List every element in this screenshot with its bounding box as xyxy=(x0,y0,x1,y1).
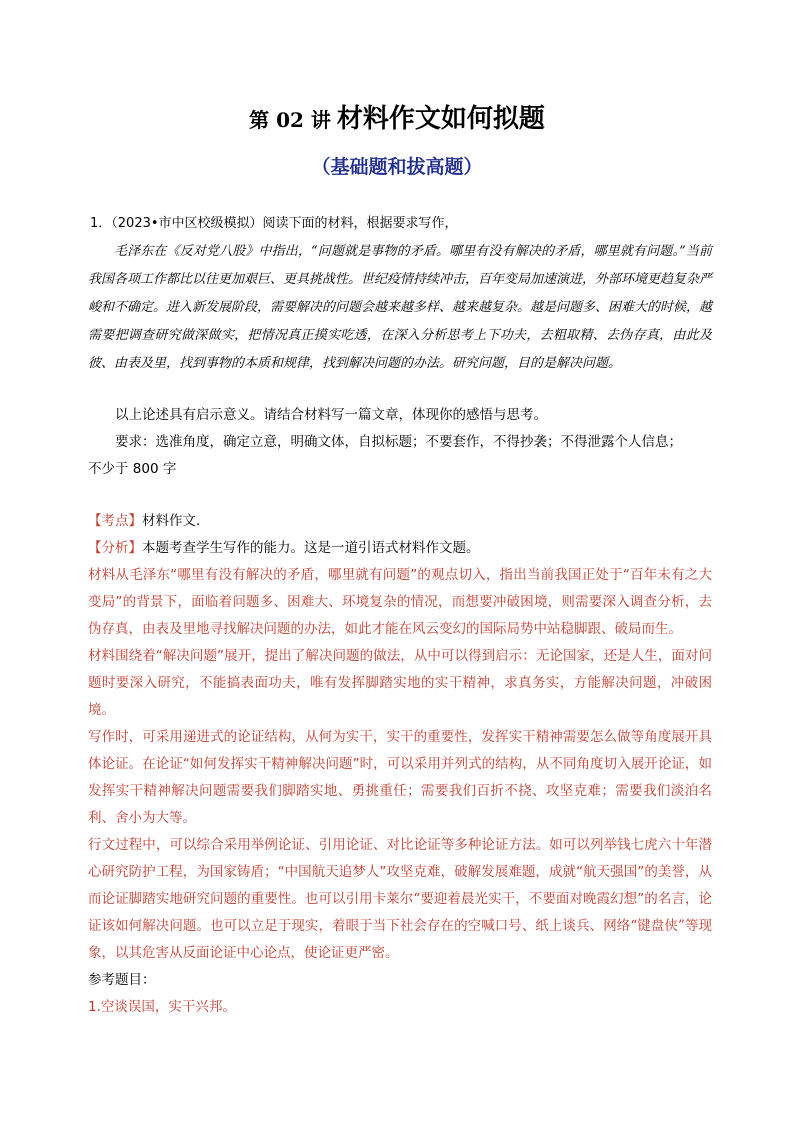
fenxi-text: 本题考查学生写作的能力。这是一道引语式材料作文题。 xyxy=(142,540,480,556)
writing-prompt xyxy=(88,402,712,483)
paragraph-4-part-a: 行文过程中，可以综合采用举例论证、引用论证、对比论证等多种论证方法。如可以列举钱七虎六十年潜心研究防护工程，为国家铸盾；“中国航天追梦人”攻坚克难，破解发展难题，成就“航天强国”的美誉，从而论证脚踏实地研究问题的重要性。也可以引用卡莱尔 xyxy=(88,837,712,907)
prompt-requirement: 要求：选准角度，确定立意，明确文体，自拟标题；不要套作，不得抄袭；不得泄露个人信息； xyxy=(115,434,682,450)
carlyle-quote: “要迎着晨光实干， xyxy=(413,891,529,907)
material-passage: 毛泽东在《反对党八股》中指出，“问题就是事物的矛盾。哪里有没有解决的矛盾，哪里就有问题。”当前我国各项工作都比以往更加艰巨、更具挑战性。世纪疫情持续冲击，百年变局加速演进，外部环境更趋复杂严峻和不确定。进入新发展阶段，需要解决的问题会越来越多样、越来越复杂。越是问题多、困难大的时候，越需要把调查研究做深做实，把情况真正摸实吃透，在深入分析思考上下功夫，去粗取精、去伪存真，由此及彼、由表及里，找到事物的本质和规律，找到解决问题的办法。研究问题，目的是解决问题。 xyxy=(88,244,713,371)
reference-titles-label: 参考题目： xyxy=(88,972,156,988)
lecture-number: 第 02 讲 xyxy=(249,108,331,132)
analysis-paragraph-1: 材料从毛泽东“哪里有没有解决的矛盾，哪里就有问题”的观点切入，指出当前我国正处于“百年未有之大变局”的背景下，面临着问题多、困难大、环境复杂的情况，而想要冲破困境，则需要深入调查分析，去伪存真，由表及里地寻找解决问题的办法，如此才能在风云变幻的国际局势中站稳脚跟、破局而生。 xyxy=(88,567,712,637)
analysis-paragraph-4 xyxy=(88,832,712,967)
prompt-requirement-cont: 不少于 800 字 xyxy=(88,461,177,477)
analysis-paragraph-2: 材料围绕着“解决问题”展开，提出了解决问题的做法，从中可以得到启示：无论国家，还是人生，面对问题时要深入研究，不能搞表面功夫，唯有发挥脚踏实地的实干精神，求真务实，方能解决问题，冲破困境。 xyxy=(88,648,712,718)
analysis-body xyxy=(88,562,712,1021)
paragraph-4-part-c: “键盘侠”等现象，以其危害从反面论证中心论点，使论证更严密。 xyxy=(88,918,712,961)
question-intro xyxy=(90,212,458,231)
page-title xyxy=(0,98,794,135)
kaodian-line xyxy=(88,508,712,535)
kaodian-tag: 【考点】 xyxy=(88,513,142,529)
analysis-paragraph-3: 写作时，可采用递进式的论证结构，从何为实干，实干的重要性，发挥实干精神需要怎么做等角度展开具体论证。在论证“如何发挥实干精神解决问题”时，可以采用并列式的结构，从不同角度切入展开论证，如发挥实干精神解决问题需要我们脚踏实地、勇挑重任；需要我们百折不挠、攻坚克难；需要我们淡泊名利、舍小为大等。 xyxy=(88,729,712,826)
fenxi-tag: 【分析】 xyxy=(88,540,142,556)
question-source: （2023•市中区校级模拟）阅读下面的材料，根据要求写作， xyxy=(111,216,458,231)
question-number: 1． xyxy=(90,216,112,231)
paragraph-4-part-b: 不要面对晚霞幻想”的名言，论证该如何解决问题。也可以立足于现实，着眼于当下社会存在的空喊口号、纸上谈兵、网络 xyxy=(88,891,713,934)
reference-title-1: 1.空谈误国，实干兴邦。 xyxy=(88,999,236,1015)
prompt-instruction: 以上论述具有启示意义。请结合材料写一篇文章，体现你的感悟与思考。 xyxy=(115,407,547,423)
page-subtitle: （基础题和拔高题） xyxy=(311,156,483,178)
title-text: 材料作文如何拟题 xyxy=(336,104,545,134)
fenxi-line xyxy=(88,535,712,562)
kaodian-text: 材料作文． xyxy=(142,513,210,529)
